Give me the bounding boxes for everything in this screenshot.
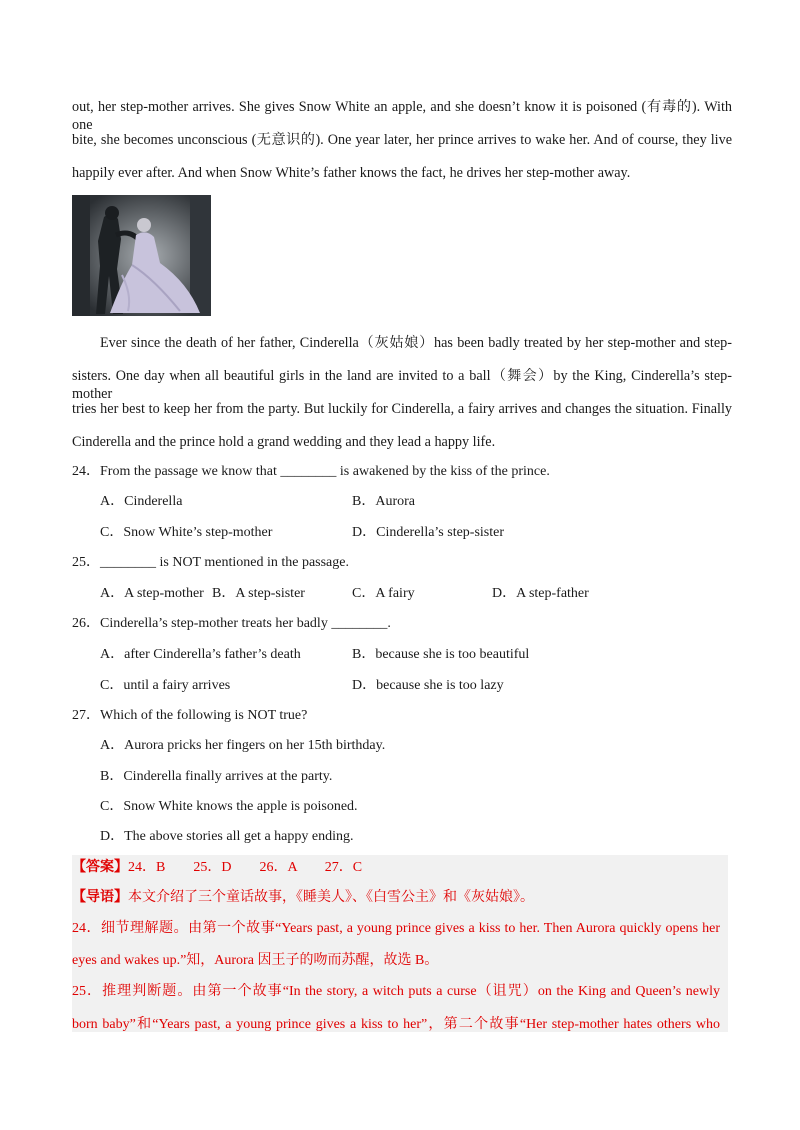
question-25-option-d: D．A step-father [492, 586, 589, 601]
guide-text: 本文介绍了三个童话故事，《睡美人》、《白雪公主》和《灰姑娘》。 [128, 890, 534, 905]
question-27-option-b: B．Cinderella finally arrives at the party. [100, 769, 333, 784]
question-24-option-a: A．Cinderella [100, 494, 183, 509]
question-25-option-c: C．A fairy [352, 586, 415, 601]
question-26-option-a: A．after Cinderella’s father’s death [100, 647, 301, 662]
explanation-25-line: 25．推理判断题。由第一个故事“In the story, a witch puts a curse（诅咒）on the King and Queen’s newly [72, 984, 720, 999]
question-27-stem: 27．Which of the following is NOT true? [72, 708, 308, 723]
answer-line [72, 859, 362, 877]
question-24-option-b: B．Aurora [352, 494, 415, 509]
passage-line: bite, she becomes unconscious (无意识的). One year later, her prince arrives to wake her. And of course, they live [72, 132, 732, 148]
answer-key: 24．B 25．D 26．A 27．C [128, 860, 363, 875]
question-27-option-a: A．Aurora pricks her fingers on her 15th birthday. [100, 738, 386, 753]
passage-line: happily ever after. And when Snow White’s father knows the fact, he drives her step-mother away. [72, 165, 631, 181]
cinderella-illustration [72, 195, 211, 316]
passage-line: out, her step-mother arrives. She gives Snow White an apple, and she doesn’t know it is poisoned (有毒的). With one [72, 99, 732, 133]
question-26-option-d: D．because she is too lazy [352, 678, 504, 693]
explanation-25-line: born baby”和“Years past, a young prince gives a kiss to her”，第二个故事“Her step-mother hates others who [72, 1017, 720, 1032]
passage-line: sisters. One day when all beautiful girls in the land are invited to a ball（舞会）by the King, Cinderella’s step-mother [72, 368, 732, 402]
answer-panel [72, 855, 728, 1032]
guide-line [72, 889, 534, 907]
question-26-option-b: B．because she is too beautiful [352, 647, 530, 662]
question-24-stem: 24．From the passage we know that ________ is awakened by the kiss of the prince. [72, 464, 550, 479]
guide-label: 【导语】 [72, 890, 128, 905]
question-26-stem: 26．Cinderella’s step-mother treats her badly ________. [72, 616, 391, 631]
explanation-24-line: eyes and wakes up.”知，Aurora 因王子的吻而苏醒，故选 B。 [72, 953, 439, 968]
question-25-option-b: B．A step-sister [212, 586, 305, 601]
passage-line: tries her best to keep her from the party. But luckily for Cinderella, a fairy arrives and changes the situation. Finally [72, 401, 732, 417]
passage-line: Cinderella and the prince hold a grand wedding and they lead a happy life. [72, 434, 496, 450]
answer-label: 【答案】 [72, 860, 128, 875]
question-27-option-c: C．Snow White knows the apple is poisoned. [100, 799, 358, 814]
passage-line: Ever since the death of her father, Cinderella（灰姑娘）has been badly treated by her step-mother and step- [100, 335, 732, 351]
question-25-option-a: A．A step-mother [100, 586, 204, 601]
question-24-option-c: C．Snow White’s step-mother [100, 525, 273, 540]
question-25-stem: 25．________ is NOT mentioned in the passage. [72, 555, 349, 570]
question-27-option-d: D．The above stories all get a happy ending. [100, 829, 354, 844]
explanation-24-line: 24．细节理解题。由第一个故事“Years past, a young prince gives a kiss to her. Then Aurora quickly opens her [72, 921, 720, 936]
question-24-option-d: D．Cinderella’s step-sister [352, 525, 505, 540]
question-26-option-c: C．until a fairy arrives [100, 678, 231, 693]
